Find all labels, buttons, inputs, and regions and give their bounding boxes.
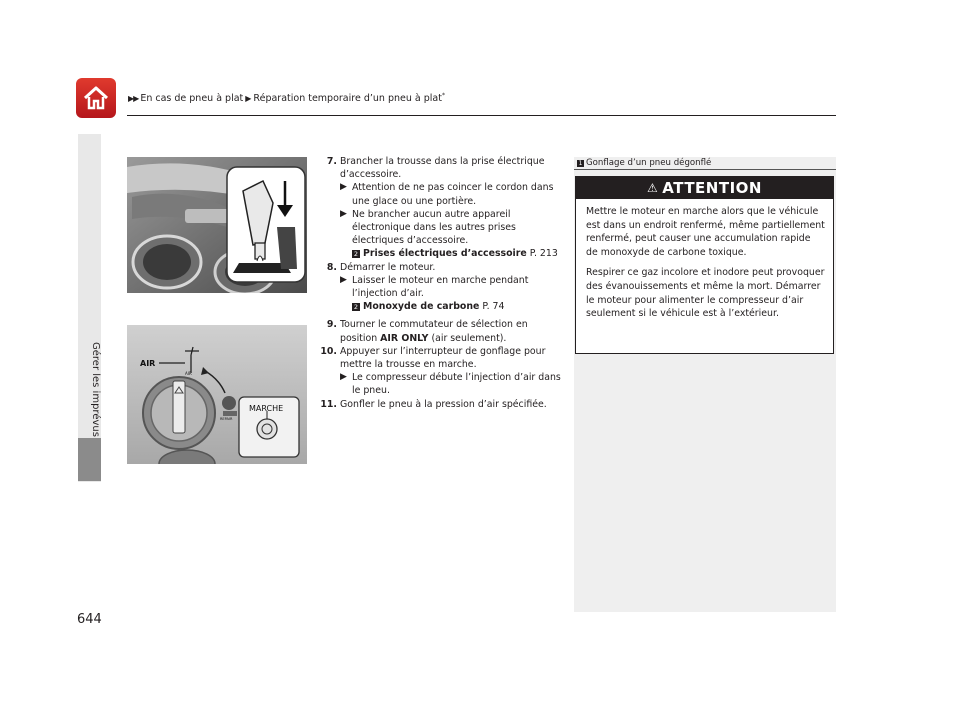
figure-accessory-socket xyxy=(127,157,307,293)
warning-triangle-icon: ⚠ xyxy=(647,181,659,195)
notes-heading-text: Gonflage d’un pneu dégonflé xyxy=(586,158,712,168)
reference-title[interactable]: Monoxyde de carbone xyxy=(363,301,480,313)
breadcrumb-asterisk: * xyxy=(441,92,445,99)
header-rule xyxy=(127,115,836,116)
step-substep xyxy=(340,181,564,207)
step-11 xyxy=(314,398,564,411)
step-number: 7. xyxy=(326,156,337,167)
reference-page[interactable]: P. 213 xyxy=(529,248,558,260)
triangle-bullet-icon: ▶ xyxy=(340,372,347,383)
breadcrumb-arrow-icon: ▶▶ xyxy=(128,94,139,104)
step-substep xyxy=(340,208,564,261)
label-repair: REPAIR xyxy=(220,417,233,421)
page-number: 644 xyxy=(77,612,102,627)
triangle-bullet-icon: ▶ xyxy=(340,208,347,219)
reference-arrow-icon: 2 xyxy=(353,303,359,312)
warning-title-bar xyxy=(576,177,833,199)
triangle-bullet-icon: ▶ xyxy=(340,182,347,193)
step-text-bold: AIR ONLY xyxy=(380,332,429,344)
step-number: 11. xyxy=(320,398,337,410)
triangle-bullet-icon: ▶ xyxy=(340,274,347,285)
breadcrumb-arrow-icon: ▶ xyxy=(245,94,252,104)
step-text-part: (air seulement). xyxy=(428,332,507,344)
step-number: 8. xyxy=(326,261,337,273)
substep-text: Laisser le moteur en marche pendant l’injection d’air. xyxy=(352,274,529,300)
step-text xyxy=(340,318,564,344)
instruction-steps xyxy=(314,155,564,411)
cross-reference-link[interactable] xyxy=(352,247,564,260)
warning-paragraph: Respirer ce gaz incolore et inodore peut provoquer des évanouissements et même la mort. Démarrer le moteur pour alimenter le compresseur d’air seulement si le véhicule est à l’extérieur. xyxy=(586,267,825,320)
step-9 xyxy=(314,318,564,344)
label-air: AIR xyxy=(140,359,156,368)
step-8 xyxy=(314,261,564,314)
reference-page[interactable]: P. 74 xyxy=(482,301,505,313)
home-icon xyxy=(82,85,110,111)
breadcrumb-level1[interactable]: En cas de pneu à plat xyxy=(140,93,244,105)
sidebar-section-label[interactable] xyxy=(90,342,101,364)
sidebar-current-tab[interactable] xyxy=(78,438,101,481)
notes-heading xyxy=(577,158,711,168)
step-text: Brancher la trousse dans la prise électrique d’accessoire. xyxy=(340,156,545,181)
reference-arrow-icon: 2 xyxy=(353,250,359,259)
breadcrumb-level2[interactable]: Réparation temporaire d’un pneu à plat xyxy=(253,93,442,105)
step-10 xyxy=(314,345,564,398)
step-number: 10. xyxy=(320,345,337,357)
warning-paragraph: Mettre le moteur en marche alors que le véhicule est dans un endroit renfermé, même partiellement renfermé, peut causer une accumulation rapide de monoxyde de carbone toxique. xyxy=(586,206,825,258)
step-substep xyxy=(340,274,564,314)
warning-body xyxy=(576,199,833,321)
label-small-air: AIR xyxy=(185,371,192,376)
breadcrumb xyxy=(128,92,445,104)
step-text: Démarrer le moteur. xyxy=(340,261,436,273)
home-button[interactable] xyxy=(76,78,116,118)
step-text: Gonfler le pneu à la pression d’air spécifiée. xyxy=(340,398,547,410)
notes-heading-rule xyxy=(574,169,836,170)
substep-text: Le compresseur débute l’injection d’air dans le pneu. xyxy=(352,372,561,397)
substep-text: Ne brancher aucun autre appareil électronique dans les autres prises électriques d’accessoire. xyxy=(352,208,516,247)
step-7 xyxy=(314,155,564,261)
figure-compressor-controls xyxy=(127,325,307,464)
substep-text: Attention de ne pas coincer le cordon dans une glace ou une portière. xyxy=(352,182,554,207)
warning-box xyxy=(575,176,834,354)
cross-reference-link[interactable] xyxy=(352,300,564,313)
step-text-part: Tourner le commutateur de sélection en position xyxy=(340,319,528,344)
step-text: Appuyer sur l’interrupteur de gonflage pour mettre la trousse en marche. xyxy=(340,345,546,371)
label-marche: MARCHE xyxy=(249,404,284,413)
step-number: 9. xyxy=(326,319,337,331)
warning-title: ATTENTION xyxy=(662,179,762,197)
reference-title[interactable]: Prises électriques d’accessoire xyxy=(363,248,527,260)
step-substep xyxy=(340,371,564,397)
note-marker-icon: 1 xyxy=(578,160,583,167)
